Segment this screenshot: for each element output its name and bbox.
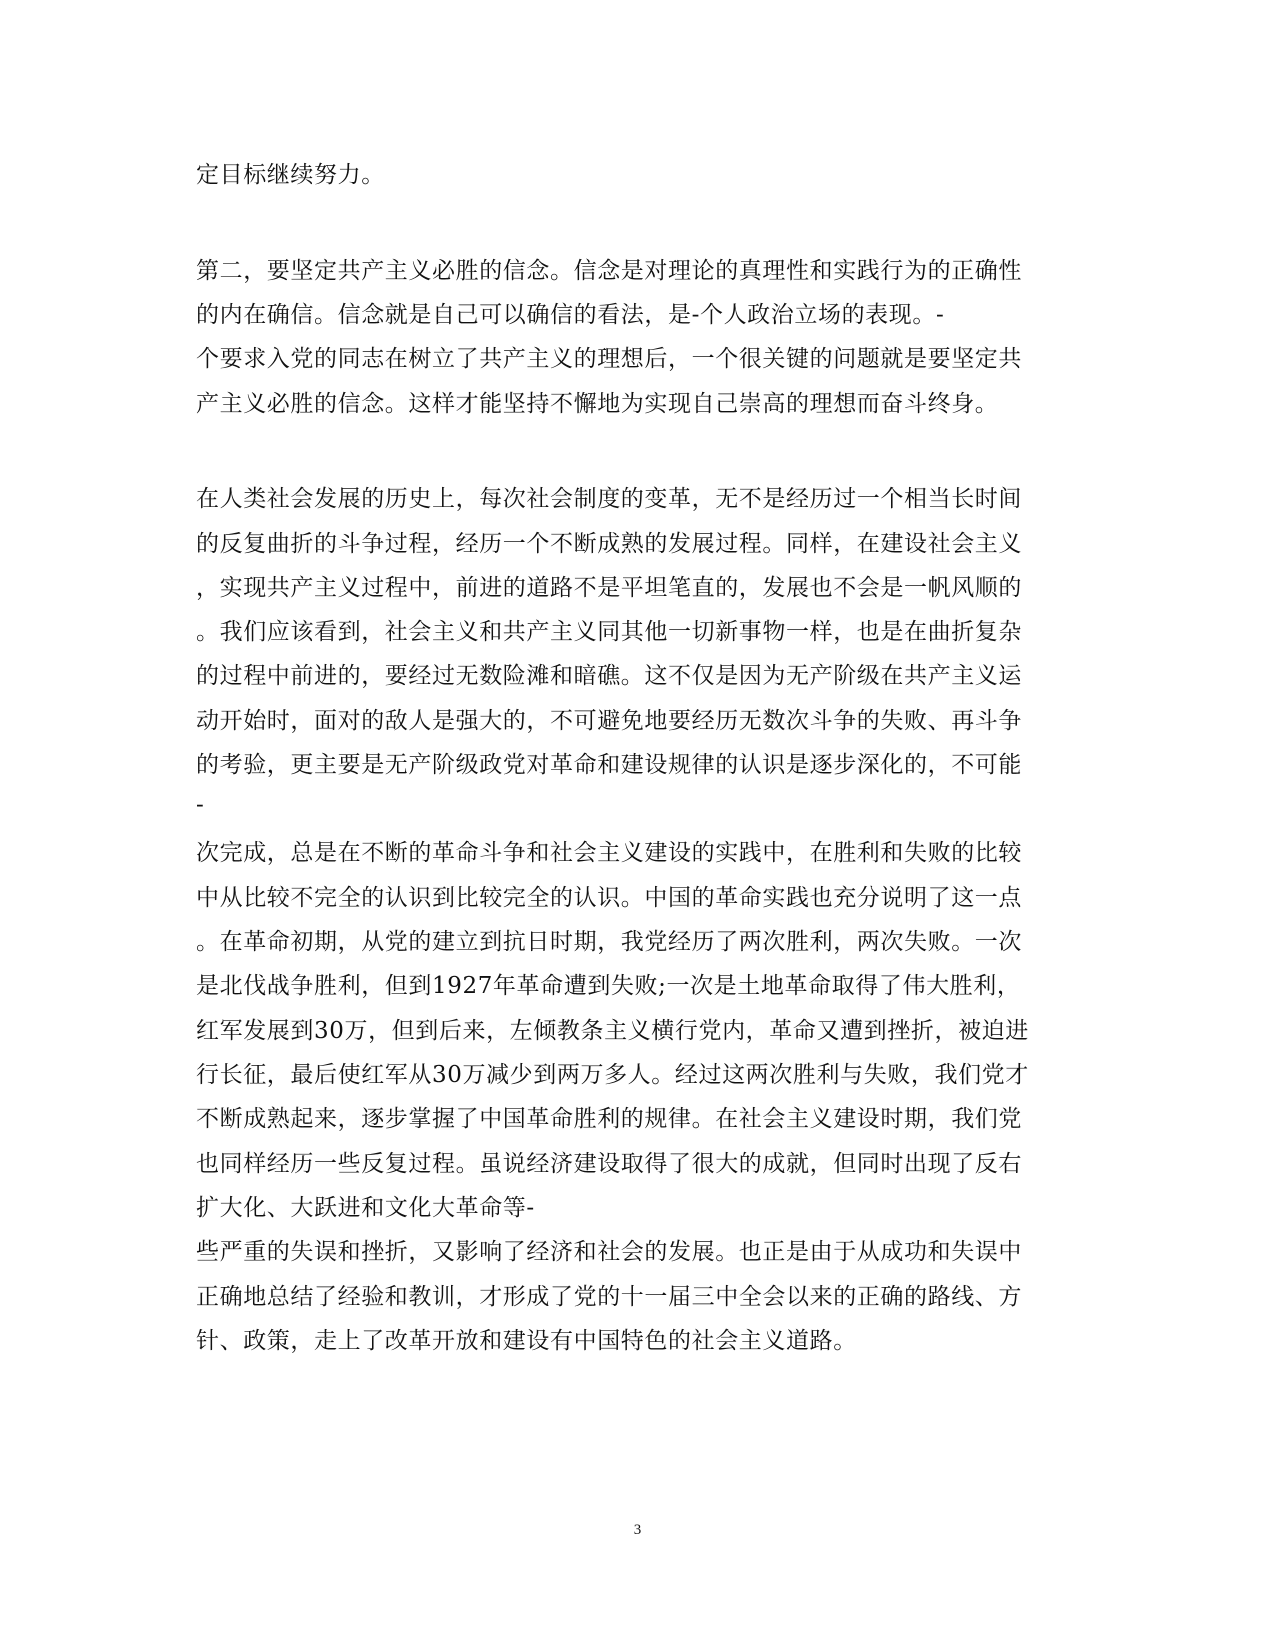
text-line: 。我们应该看到，社会主义和共产主义同其他一切新事物一样，也是在曲折复杂 xyxy=(196,619,1022,645)
text-line: 些严重的失误和挫折，又影响了经济和社会的发展。也正是由于从成功和失误中 xyxy=(196,1239,1022,1265)
text-line: - xyxy=(196,792,205,818)
text-line: 针、政策，走上了改革开放和建设有中国特色的社会主义道路。 xyxy=(196,1328,857,1354)
text-line: 也同样经历一些反复过程。虽说经济建设取得了很大的成就，但同时出现了反右 xyxy=(196,1151,1022,1177)
text-line: 产主义必胜的信念。这样才能坚持不懈地为实现自己崇高的理想而奋斗终身。 xyxy=(196,391,999,417)
text-line: 扩大化、大跃进和文化大革命等- xyxy=(196,1195,535,1221)
text-line: 不断成熟起来，逐步掌握了中国革命胜利的规律。在社会主义建设时期，我们党 xyxy=(196,1106,1022,1132)
page-number: 3 xyxy=(633,1522,642,1538)
text-line: 次完成，总是在不断的革命斗争和社会主义建设的实践中，在胜利和失败的比较 xyxy=(196,840,1022,866)
text-line: 定目标继续努力。 xyxy=(196,162,385,188)
text-line: 行长征，最后使红军从30万减少到两万多人。经过这两次胜利与失败，我们党才 xyxy=(196,1062,1029,1088)
text-line: 。在革命初期，从党的建立到抗日时期，我党经历了两次胜利，两次失败。一次 xyxy=(196,929,1022,955)
text-line: 是北伐战争胜利，但到1927年革命遭到失败;一次是土地革命取得了伟大胜利， xyxy=(196,973,1021,999)
text-line: 在人类社会发展的历史上，每次社会制度的变革，无不是经历过一个相当长时间 xyxy=(196,486,1022,512)
text-line: 红军发展到30万，但到后来，左倾教条主义横行党内，革命又遭到挫折，被迫进 xyxy=(196,1018,1029,1044)
text-line: 中从比较不完全的认识到比较完全的认识。中国的革命实践也充分说明了这一点 xyxy=(196,885,1022,911)
text-line: 正确地总结了经验和教训，才形成了党的十一届三中全会以来的正确的路线、方 xyxy=(196,1284,1022,1310)
text-line: 动开始时，面对的敌人是强大的，不可避免地要经历无数次斗争的失败、再斗争 xyxy=(196,708,1022,734)
text-line: ，实现共产主义过程中，前进的道路不是平坦笔直的，发展也不会是一帆风顺的 xyxy=(196,575,1022,601)
text-line: 个要求入党的同志在树立了共产主义的理想后，一个很关键的问题就是要坚定共 xyxy=(196,346,1022,372)
text-line: 的考验，更主要是无产阶级政党对革命和建设规律的认识是逐步深化的，不可能 xyxy=(196,752,1022,778)
text-line: 的反复曲折的斗争过程，经历一个不断成熟的发展过程。同样，在建设社会主义 xyxy=(196,531,1022,557)
text-line: 的内在确信。信念就是自己可以确信的看法，是-个人政治立场的表现。- xyxy=(196,302,945,328)
text-line: 第二，要坚定共产主义必胜的信念。信念是对理论的真理性和实践行为的正确性 xyxy=(196,258,1022,284)
text-line: 的过程中前进的，要经过无数险滩和暗礁。这不仅是因为无产阶级在共产主义运 xyxy=(196,663,1022,689)
